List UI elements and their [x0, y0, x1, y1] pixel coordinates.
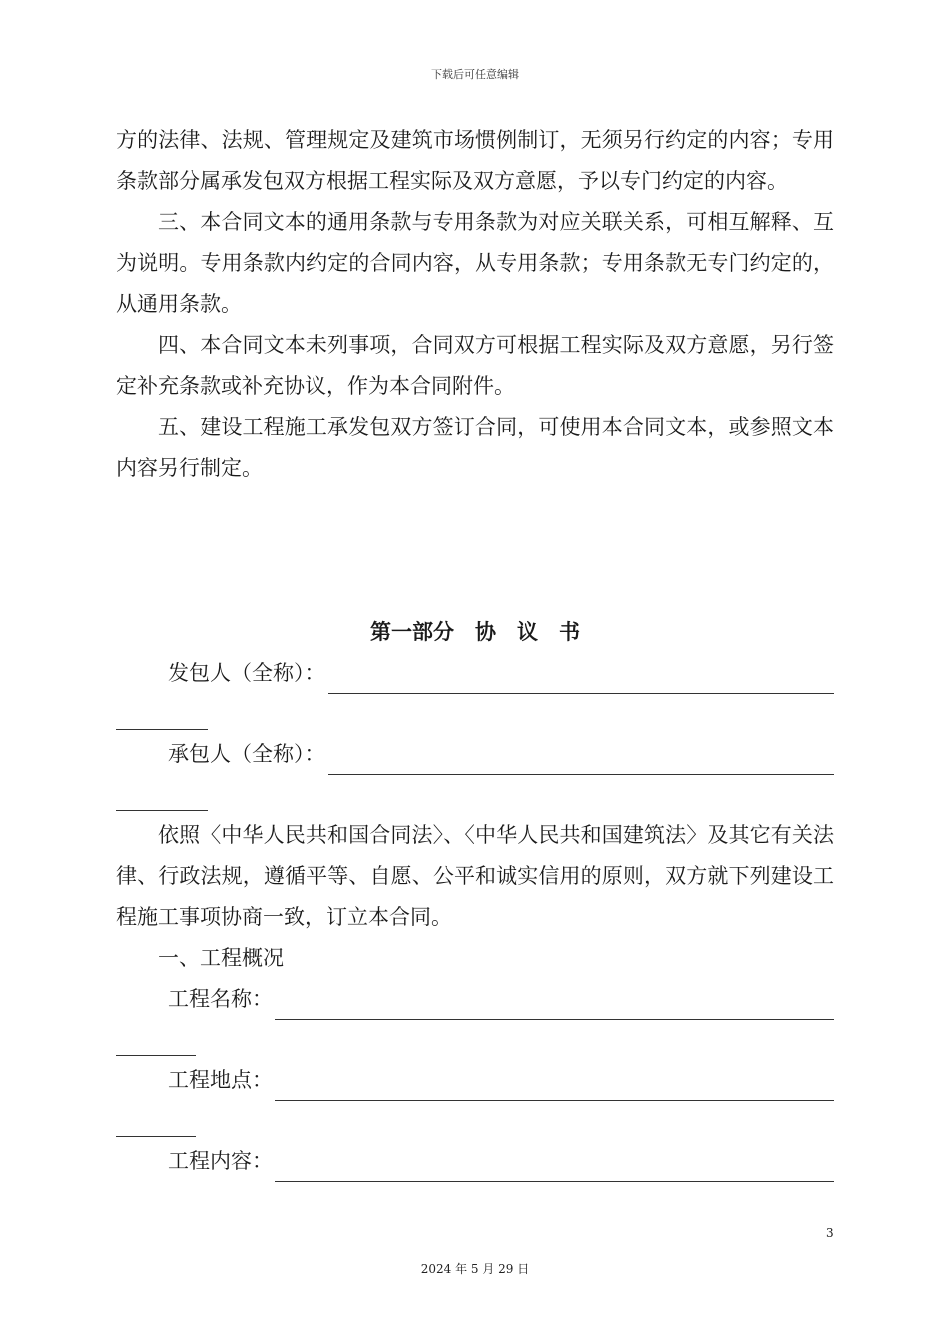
spacer: [116, 489, 834, 612]
employer-blank-continuation: [116, 694, 834, 734]
paragraph-continuation: 方的法律、法规、管理规定及建筑市场惯例制订，无须另行约定的内容；专用条款部分属承发包双方根据工程实际及双方意愿，予以专门约定的内容。: [116, 128, 834, 193]
project-content-label: 工程内容：: [168, 1149, 273, 1173]
project-location-field[interactable]: [116, 1060, 834, 1101]
project-name-field[interactable]: [116, 979, 834, 1020]
page-number: 3: [826, 1226, 834, 1240]
project-name-blank[interactable]: [275, 989, 834, 1020]
contractor-field[interactable]: [116, 734, 834, 775]
project-location-blank-continuation: [116, 1101, 834, 1141]
paragraph-five: 五、建设工程施工承发包双方签订合同，可使用本合同文本，或参照文本内容另行制定。: [116, 415, 834, 480]
contractor-blank-continuation: [116, 775, 834, 815]
employer-blank[interactable]: [328, 663, 835, 694]
project-location-blank[interactable]: [275, 1070, 834, 1101]
paragraph-three: 三、本合同文本的通用条款与专用条款为对应关联关系，可相互解释、互为说明。专用条款内约定的合同内容，从专用条款；专用条款无专门约定的，从通用条款。: [116, 210, 834, 316]
page-footer-date: 2024 年 5 月 29 日: [420, 1262, 530, 1276]
page-header: 下载后可任意编辑: [431, 68, 519, 81]
document-body: [116, 120, 834, 1182]
project-content-field[interactable]: [116, 1141, 834, 1182]
project-content-blank[interactable]: [275, 1151, 834, 1182]
contractor-blank[interactable]: [328, 744, 835, 775]
employer-label: 发包人（全称）：: [168, 661, 326, 685]
project-name-blank-continuation: [116, 1020, 834, 1060]
project-location-label: 工程地点：: [168, 1068, 273, 1092]
basis-paragraph: 依照〈中华人民共和国合同法〉、〈中华人民共和国建筑法〉及其它有关法律、行政法规，遵循平等、自愿、公平和诚实信用的原则，双方就下列建设工程施工事项协商一致，订立本合同。: [116, 823, 834, 929]
section-one-heading: 一、工程概况: [158, 946, 284, 970]
contractor-label: 承包人（全称）：: [168, 742, 326, 766]
paragraph-four: 四、本合同文本未列事项，合同双方可根据工程实际及双方意愿，另行签定补充条款或补充协议，作为本合同附件。: [116, 333, 834, 398]
project-name-label: 工程名称：: [168, 987, 273, 1011]
section-title: 第一部分 协 议 书: [370, 620, 580, 644]
employer-field[interactable]: [116, 653, 834, 694]
